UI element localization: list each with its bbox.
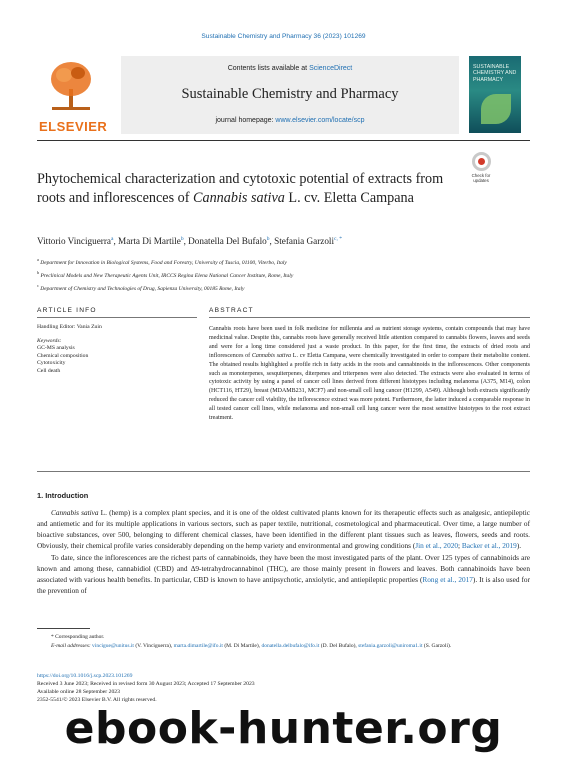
check-for-updates-badge[interactable] bbox=[466, 152, 496, 186]
elsevier-wordmark: ELSEVIER bbox=[39, 119, 108, 134]
email-owner: (D. Del Bufalo), bbox=[319, 643, 359, 649]
keyword-item: Chemical composition bbox=[37, 352, 89, 359]
citation-separator: ; bbox=[458, 541, 462, 551]
email-owner: (M. Di Martile), bbox=[222, 643, 262, 649]
paragraph-end: ). bbox=[516, 541, 522, 551]
paragraph-text: L. (hemp) is a complex plant species, and it is one of the oldest cultivated plants known for its therapeutic effects such as analgesic, antiepileptic and antiemetic and for its multiple applications in various sectors, such as paper textile, nutritional, cosmetological and pharmaceutical. Over time, a large number of bioactive substances, over 500, belonging to different chemical classes, have been identified in the different plant tissues such as leaves, flowers, seeds and roots. Obviously, their chemical profile varies considerably depending on the hemp variety and environmental and growing conditions ( bbox=[37, 508, 530, 551]
abstract-part1: Cannabis roots have been used in folk medicine for millennia and as nutrient storage systems, contain compounds that may have medicinal value. Despite this, cannabis roots have generally received little attention compared to cannabis flowers, leaves and seeds and were for a long time considered just a waste product. In this paper, for the first time, the extracts of dried roots and inflorescences of bbox=[209, 326, 530, 359]
cover-leaf-graphic bbox=[481, 94, 511, 124]
citation-link[interactable]: Rong et al., 2017 bbox=[422, 574, 473, 584]
footnote-rule bbox=[37, 628, 90, 629]
contents-prefix: Contents lists available at bbox=[227, 65, 310, 72]
article-info-panel bbox=[37, 324, 157, 376]
email-owner: (S. Garzoli). bbox=[422, 643, 452, 649]
author-name[interactable]: Donatella Del Bufalo bbox=[188, 236, 267, 247]
email-link[interactable]: marta.dimartile@ifo.it bbox=[173, 643, 223, 649]
journal-masthead bbox=[37, 56, 530, 134]
journal-cover-image[interactable] bbox=[469, 56, 521, 133]
email-link[interactable]: stefania.garzoli@uniroma1.it bbox=[358, 643, 423, 649]
abstract-italic: Cannabis sativa bbox=[251, 352, 292, 359]
online-date: Available online 28 September 2023 bbox=[37, 689, 120, 695]
corresponding-author-note: * Corresponding author. bbox=[51, 634, 105, 640]
article-info-heading: ARTICLE INFO bbox=[37, 307, 97, 314]
abstract-end-rule bbox=[37, 471, 530, 472]
email-link[interactable]: donatella.delbufalo@ifo.it bbox=[261, 643, 320, 649]
article-info-rule bbox=[37, 317, 197, 318]
paragraph bbox=[37, 552, 530, 597]
journal-reference[interactable]: Sustainable Chemistry and Pharmacy 36 (2023) 101269 bbox=[201, 33, 366, 40]
author-affil-mark[interactable]: a bbox=[111, 236, 114, 242]
title-part2: L. cv. Eletta Campana bbox=[284, 190, 414, 206]
received-dates: Received 3 June 2023; Received in revised form 30 August 2023; Accepted 17 September 2023 bbox=[37, 681, 255, 687]
elsevier-logo bbox=[37, 59, 107, 134]
check-updates-label: Check for updates bbox=[471, 173, 491, 183]
citation-link[interactable]: Backer et al., 2019 bbox=[461, 541, 517, 551]
affiliation-mark: c bbox=[37, 282, 39, 288]
doi-link[interactable]: https://doi.org/10.1016/j.scp.2023.101269 bbox=[37, 673, 133, 679]
journal-title: Sustainable Chemistry and Pharmacy bbox=[181, 86, 399, 102]
keyword-item: Cell death bbox=[37, 367, 61, 374]
affiliation-mark: b bbox=[37, 269, 40, 275]
paragraph bbox=[37, 507, 530, 552]
author-name[interactable]: Vittorio Vinciguerra bbox=[37, 236, 111, 247]
email-label: E-mail addresses: bbox=[51, 643, 93, 649]
elsevier-tree-icon bbox=[48, 59, 94, 111]
author-affil-mark[interactable]: b bbox=[266, 236, 270, 242]
abstract-part2: L. cv Eletta Campana, were chemically investigated in order to compare their metabolite content. The obtained results highlighted a profile rich in fatty acids in the roots and cannabinoids in the inflorescences. Other components such as monoterpenes, sesquiterpenes, diterpenes and triterpenes were also detected. The extracts were also evaluated in terms of cytotoxic activity by using a panel of cancer cell lines derived from different histotypes including melanoma (A375, M14), colon (HCT116, HT29), breast (MDAMB231, MCF7) and non-small cell lung cancer (H1299, A549). Although both extracts significantly reduced the cancer cell viability, the inflorescence extract was more potent. Furthermore, the latter induced a comparable response in all tested cancer cell lines, while melanoma and non-small cell lung cancer were the most sensitive histotypes to the root extract treatment. bbox=[209, 352, 530, 422]
header-rule bbox=[37, 140, 530, 141]
author-affil-mark[interactable]: b bbox=[180, 236, 184, 242]
cover-title: SUSTAINABLE CHEMISTRY AND PHARMACY bbox=[473, 64, 517, 83]
affiliation-item bbox=[37, 281, 530, 294]
affiliation-item bbox=[37, 255, 530, 268]
paragraph-end: ). It is also used for the prevention of bbox=[37, 574, 530, 596]
abstract-rule bbox=[209, 317, 530, 318]
sciencedirect-link[interactable]: ScienceDirect bbox=[309, 65, 353, 72]
author-name[interactable]: Stefania Garzoli bbox=[274, 236, 335, 247]
affiliation-text: Preclinical Models and New Therapeutic Agents Unit, IRCCS Regina Elena National Cancer Institute, Rome, Italy bbox=[40, 272, 294, 279]
author-list: Vittorio Vinciguerra$^a$, Marta Di Martile$^b$, Donatella Del Bufalo$^b$, Stefania Garzoli$^{c, *}$ bbox=[37, 236, 342, 247]
homepage-line bbox=[121, 117, 459, 124]
affiliation-text: Department of Chemistry and Technologies of Drug, Sapienza University, 00185 Rome, Italy bbox=[40, 285, 245, 292]
author-affil-mark[interactable]: c, * bbox=[334, 236, 342, 242]
keywords-label: Keywords: bbox=[37, 337, 62, 344]
introduction-body bbox=[37, 507, 530, 596]
abstract-text bbox=[209, 325, 530, 423]
article-title bbox=[37, 170, 457, 208]
footnotes bbox=[37, 633, 530, 651]
affiliation-item bbox=[37, 268, 530, 281]
homepage-prefix: journal homepage: bbox=[215, 117, 276, 124]
species-name: Cannabis sativa bbox=[51, 508, 99, 517]
email-addresses bbox=[37, 642, 530, 651]
abstract-heading: ABSTRACT bbox=[209, 307, 254, 314]
masthead-center bbox=[121, 56, 459, 134]
check-updates-icon bbox=[472, 152, 491, 171]
paragraph-text: To date, since the inflorescences are the richest parts of cannabinoids, they have been the most investigated parts of the plant. Over 125 types of cannabinoids are known and among these, cannabidiol (CBD) and Δ9-tetrahydrocannabinol (THC), are those mainly present in flowers and leaves. Both cannabinoids have been associated with various health benefits. In particular, CBD is known to have antipsychotic, anxiolytic, and antiepileptic properties ( bbox=[37, 552, 530, 584]
handling-editor: Handling Editor: Vania Zuin bbox=[37, 324, 102, 330]
citation-link[interactable]: Jin et al., 2020 bbox=[415, 541, 459, 551]
keyword-item: Cytotoxicity bbox=[37, 360, 66, 367]
publication-info bbox=[37, 672, 530, 704]
affiliation-mark: a bbox=[37, 257, 39, 262]
keyword-item: GC-MS analysis bbox=[37, 345, 75, 352]
copyright-line: 2352-5541/© 2023 Elsevier B.V. All rights reserved. bbox=[37, 697, 157, 703]
title-part1: Phytochemical characterization and cytotoxic potential of extracts from roots and inflorescences of bbox=[37, 171, 444, 206]
email-link[interactable]: vincigue@unitus.it bbox=[92, 643, 134, 649]
contents-line bbox=[121, 65, 459, 72]
email-owner: (V. Vinciguerra), bbox=[133, 643, 174, 649]
affiliation-text: Department for Innovation in Biological Systems, Food and Forestry, University of Tuscia, 01100, Viterbo, Italy bbox=[40, 259, 287, 266]
watermark: ebook-hunter.org bbox=[64, 703, 503, 754]
title-italic: Cannabis sativa bbox=[193, 190, 285, 206]
author-name[interactable]: Marta Di Martile bbox=[118, 236, 181, 247]
introduction-heading: 1. Introduction bbox=[37, 491, 89, 500]
affiliations bbox=[37, 255, 530, 293]
homepage-link[interactable]: www.elsevier.com/locate/scp bbox=[275, 117, 365, 124]
